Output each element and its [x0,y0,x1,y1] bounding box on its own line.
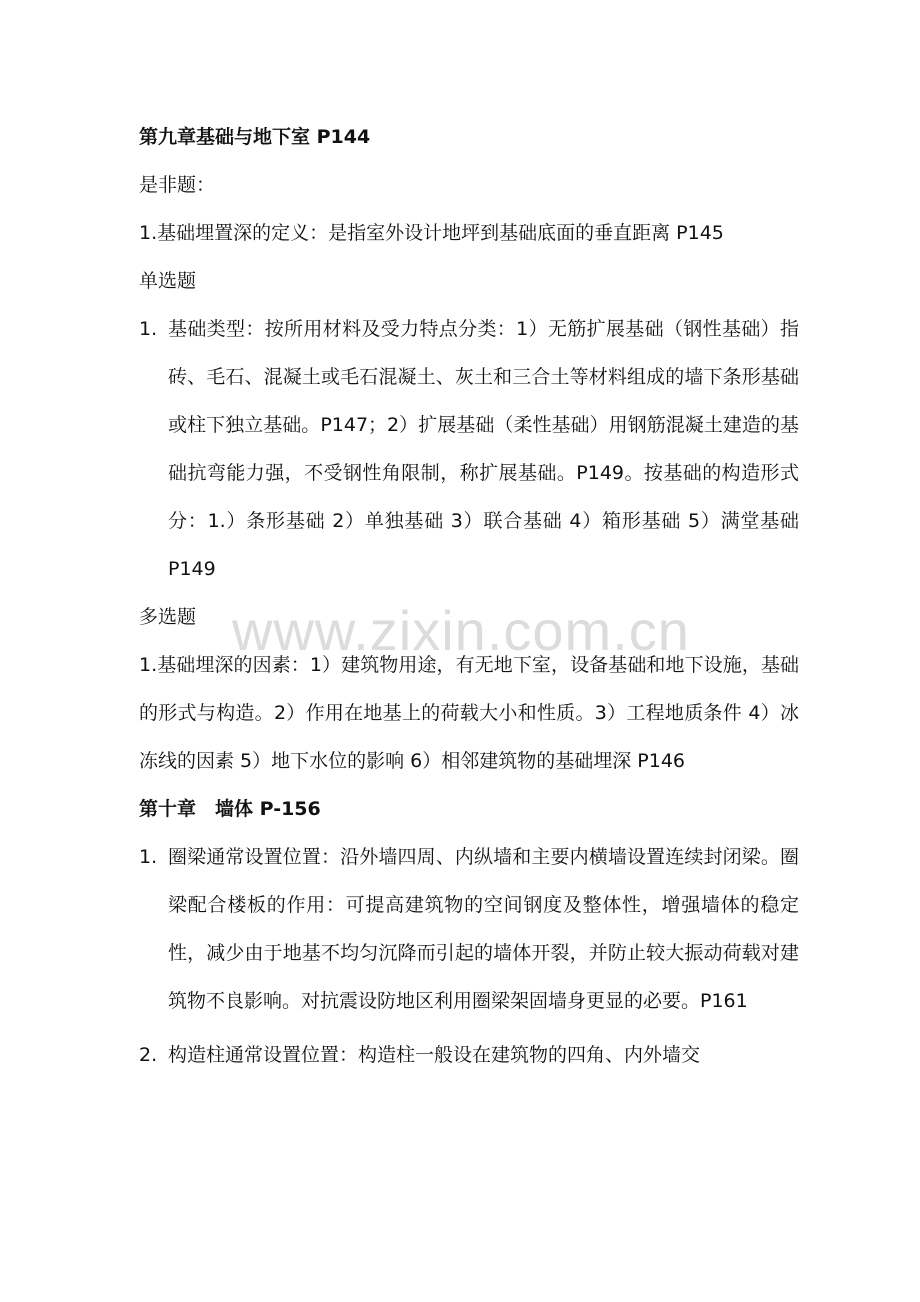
chapter10-item-1 [139,833,799,1025]
chapter9-title: 第九章基础与地下室 P144 [139,126,371,148]
true-false-heading: 是非题： [139,174,216,196]
document-body [139,113,799,1079]
list-number: 2. [139,1044,158,1066]
single-choice-heading: 单选题 [139,270,197,292]
list-number: 1. [139,318,158,340]
multi-choice-item: 1.基础埋深的因素：1）建筑物用途，有无地下室，设备基础和地下设施，基础的形式与构造。2）作用在地基上的荷载大小和性质。3）工程地质条件 4）冰冻线的因素 5）地下水位的影响 6）相邻建筑物的基础埋深 P146 [139,654,799,772]
list-item-text: 基础类型：按所用材料及受力特点分类：1）无筋扩展基础（钢性基础）指砖、毛石、混凝土或毛石混凝土、灰土和三合土等材料组成的墙下条形基础或柱下独立基础。P147；2）扩展基础（柔性基础）用钢筋混凝土建造的基础抗弯能力强，不受钢性角限制，称扩展基础。P149。按基础的构造形式分：1.）条形基础 2）单独基础 3）联合基础 4）箱形基础 5）满堂基础 P149 [168,318,799,580]
chapter10-title: 第十章 墙体 P-156 [139,798,321,820]
list-item-text: 圈梁通常设置位置：沿外墙四周、内纵墙和主要内横墙设置连续封闭梁。圈梁配合楼板的作用：可提高建筑物的空间钢度及整体性，增强墙体的稳定性，减少由于地基不均匀沉降而引起的墙体开裂，并防止较大振动荷载对建筑物不良影响。对抗震设防地区利用圈梁架固墙身更显的必要。P161 [168,846,799,1012]
chapter10-item-2 [139,1031,799,1079]
watermark: www.zixin.com.cn [232,599,690,662]
true-false-item: 1.基础埋置深的定义：是指室外设计地坪到基础底面的垂直距离 P145 [139,222,724,244]
list-number: 1. [139,846,158,868]
single-choice-item [139,305,799,593]
multi-choice-heading: 多选题 [139,606,197,628]
list-item-text: 构造柱通常设置位置：构造柱一般设在建筑物的四角、内外墙交 [168,1044,701,1066]
